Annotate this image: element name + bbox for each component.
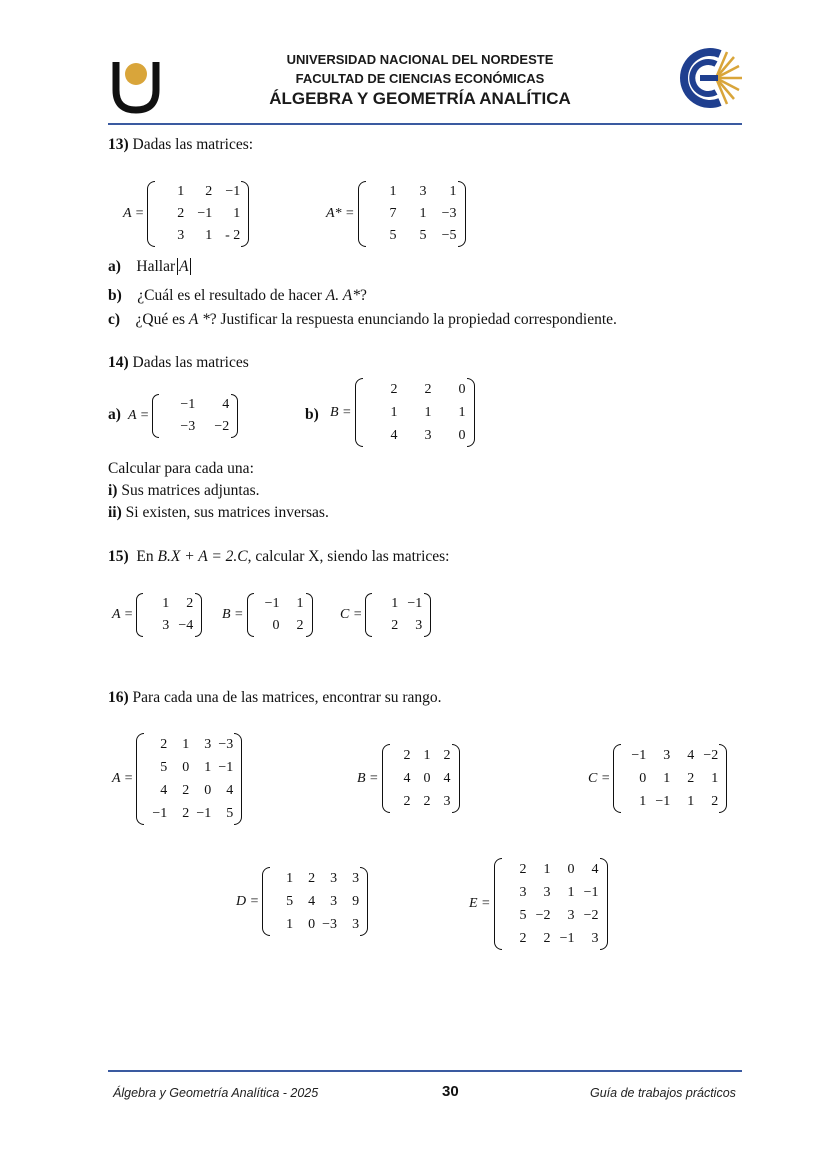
matrix-grid (364, 378, 466, 447)
footer-guide: Guía de trabajos prácticos (590, 1086, 736, 1100)
matrix-grid (374, 593, 422, 637)
matrix-cell: 3 (330, 871, 338, 886)
matrix-cell: 2 (177, 206, 185, 221)
matrix-cell: 7 (389, 206, 397, 221)
matrix-cell: −3 (180, 419, 196, 434)
header-rule (108, 123, 742, 125)
ex13-item-b: b) ¿Cuál es el resultado de hacer A. A*? (108, 287, 367, 304)
matrix-cell: 2 (519, 862, 527, 877)
matrix-cell: 4 (591, 862, 599, 877)
matrix-cell: 3 (591, 931, 599, 946)
logo-e-icon (692, 62, 718, 94)
matrix-grid (622, 744, 718, 813)
ex13-item-a: a) Hallar A (108, 258, 189, 275)
matrix-cell: −2 (703, 748, 719, 763)
matrix-cell: 1 (182, 737, 190, 752)
matrix-cell: 1 (711, 771, 719, 786)
ex15-matrix-a: A = 1 2 3 −4 (112, 593, 202, 637)
matrix-cell: 3 (162, 618, 170, 633)
ex13-matrix-a: A = 1 2 −1 2 −1 1 3 1 - 2 (123, 181, 249, 247)
matrix-cell: 4 (443, 771, 451, 786)
matrix-cell: 1 (389, 184, 397, 199)
matrix-cell: 2 (182, 783, 190, 798)
matrix-cell: 3 (204, 737, 212, 752)
matrix-cell: −2 (214, 419, 230, 434)
matrix-cell: 0 (567, 862, 575, 877)
matrix-cell: 3 (567, 908, 575, 923)
ex15-matrix-b: B = −1 1 0 2 (222, 593, 313, 637)
matrix-cell: 2 (296, 618, 304, 633)
matrix-cell: −1 (197, 206, 213, 221)
matrix-cell: 1 (204, 760, 212, 775)
matrix-cell: 3 (663, 748, 671, 763)
matrix-cell: 1 (296, 596, 304, 611)
matrix-grid (156, 181, 240, 247)
logo-rays-icon (716, 52, 742, 104)
matrix-cell: 3 (415, 618, 423, 633)
matrix-cell: 2 (390, 382, 398, 397)
matrix-cell: 0 (639, 771, 647, 786)
ex14-matrix-b: B = 2 2 0 1 1 1 4 3 0 (330, 378, 475, 447)
matrix-grid (271, 867, 359, 936)
matrix-cell: 3 (352, 917, 360, 932)
matrix-cell: 1 (687, 794, 695, 809)
matrix-grid (503, 858, 599, 950)
matrix-cell: −4 (178, 618, 194, 633)
matrix-cell: −3 (441, 206, 457, 221)
matrix-cell: −1 (655, 794, 671, 809)
matrix-cell: −1 (559, 931, 575, 946)
matrix-cell: 3 (424, 428, 432, 443)
ex16-matrix-c: C = −1 3 4 −2 0 1 2 1 1 −1 1 2 (588, 744, 727, 813)
matrix-cell: −1 (196, 806, 212, 821)
matrix-grid (391, 744, 451, 813)
matrix-grid (367, 181, 457, 247)
matrix-cell: 1 (390, 405, 398, 420)
matrix-cell: 2 (391, 618, 399, 633)
matrix-cell: −1 (180, 397, 196, 412)
ex16-matrix-d: D = 1 2 3 3 5 4 3 9 1 0 −3 3 (236, 867, 368, 936)
matrix-cell: 2 (160, 737, 168, 752)
matrix-cell: 3 (177, 228, 185, 243)
matrix-cell: 4 (160, 783, 168, 798)
matrix-cell: 9 (352, 894, 360, 909)
matrix-cell: 2 (687, 771, 695, 786)
matrix-cell: 2 (205, 184, 213, 199)
matrix-cell: 5 (519, 908, 527, 923)
matrix-cell: 1 (567, 885, 575, 900)
matrix-cell: −1 (218, 760, 234, 775)
faculty-name: FACULTAD DE CIENCIAS ECONÓMICAS (295, 71, 545, 86)
matrix-cell: 0 (182, 760, 190, 775)
matrix-cell: 3 (352, 871, 360, 886)
ex13-heading: 13) Dadas las matrices: (108, 136, 254, 153)
matrix-cell: −2 (535, 908, 551, 923)
matrix-cell: 1 (177, 184, 185, 199)
matrix-grid (256, 593, 304, 637)
matrix-cell: −1 (583, 885, 599, 900)
matrix-cell: 1 (449, 184, 457, 199)
matrix-cell: 2 (424, 382, 432, 397)
ex16-matrix-b: B = 2 1 2 4 0 4 2 2 3 (357, 744, 460, 813)
matrix-cell: 0 (308, 917, 316, 932)
ex14-item-ii: ii) Si existen, sus matrices inversas. (108, 504, 329, 521)
matrix-cell: 5 (286, 894, 294, 909)
matrix-cell: 4 (222, 397, 230, 412)
page-number: 30 (442, 1083, 459, 1100)
matrix-cell: 1 (286, 871, 294, 886)
matrix-cell: 1 (205, 228, 213, 243)
matrix-cell: 5 (389, 228, 397, 243)
matrix-cell: - 2 (225, 228, 241, 243)
ex14-heading: 14) Dadas las matrices (108, 354, 249, 371)
ex14-matrix-a: A = −1 4 −3 −2 (128, 394, 238, 438)
ex14-item-i: i) Sus matrices adjuntas. (108, 482, 260, 499)
matrix-grid (145, 593, 193, 637)
matrix-cell: 1 (458, 405, 466, 420)
matrix-cell: 1 (543, 862, 551, 877)
matrix-cell: 3 (519, 885, 527, 900)
matrix-cell: 2 (182, 806, 190, 821)
matrix-cell: 1 (424, 405, 432, 420)
matrix-cell: 1 (391, 596, 399, 611)
matrix-cell: 0 (458, 428, 466, 443)
matrix-cell: 2 (423, 794, 431, 809)
matrix-cell: 5 (226, 806, 234, 821)
matrix-cell: 2 (186, 596, 194, 611)
ex16-matrix-e: E = 2 1 0 4 3 3 1 −1 5 −2 3 −2 2 2 −1 3 (469, 858, 608, 950)
matrix-cell: −1 (407, 596, 423, 611)
matrix-cell: 1 (663, 771, 671, 786)
ex15-matrix-c: C = 1 −1 2 3 (340, 593, 431, 637)
logo-sun-icon (125, 63, 147, 85)
ex14-label-b: b) (305, 406, 319, 423)
course-title: ÁLGEBRA Y GEOMETRÍA ANALÍTICA (269, 89, 571, 108)
matrix-cell: 3 (543, 885, 551, 900)
ex14-label-a: a) (108, 406, 121, 423)
matrix-cell: −1 (264, 596, 280, 611)
matrix-cell: 2 (403, 748, 411, 763)
matrix-cell: 1 (233, 206, 241, 221)
matrix-cell: −5 (441, 228, 457, 243)
matrix-cell: 2 (308, 871, 316, 886)
matrix-cell: 0 (423, 771, 431, 786)
ex16-matrix-a: A = 2 1 3 −3 5 0 1 −1 4 2 0 4 −1 2 −1 5 (112, 733, 242, 825)
university-logo (112, 56, 160, 114)
matrix-cell: −1 (631, 748, 647, 763)
matrix-cell: 2 (443, 748, 451, 763)
matrix-cell: 4 (226, 783, 234, 798)
ex15-heading: 15) En B.X + A = 2.C, calcular X, siendo las matrices: (108, 548, 450, 565)
matrix-cell: 0 (272, 618, 280, 633)
matrix-cell: 5 (160, 760, 168, 775)
ex14-calc: Calcular para cada una: (108, 460, 254, 477)
ex13-item-c: c) ¿Qué es A *? Justificar la respuesta enunciando la propiedad correspondiente. (108, 311, 617, 328)
matrix-cell: 1 (419, 206, 427, 221)
matrix-grid (161, 394, 229, 438)
matrix-cell: 1 (286, 917, 294, 932)
matrix-cell: 4 (308, 894, 316, 909)
footer-course: Álgebra y Geometría Analítica - 2025 (113, 1086, 319, 1100)
university-name: UNIVERSIDAD NACIONAL DEL NORDESTE (286, 52, 554, 67)
ex16-heading: 16) Para cada una de las matrices, encontrar su rango. (108, 689, 442, 706)
matrix-cell: 0 (458, 382, 466, 397)
matrix-cell: 1 (639, 794, 647, 809)
matrix-cell: −1 (152, 806, 168, 821)
faculty-logo (676, 44, 744, 112)
matrix-cell: −2 (583, 908, 599, 923)
ex13-matrix-astar: A* = 1 3 1 7 1 −3 5 5 −5 (326, 181, 466, 247)
matrix-grid (145, 733, 233, 825)
matrix-cell: 1 (423, 748, 431, 763)
matrix-cell: −1 (225, 184, 241, 199)
matrix-cell: −3 (218, 737, 234, 752)
matrix-cell: 0 (204, 783, 212, 798)
matrix-cell: 2 (543, 931, 551, 946)
matrix-cell: 3 (330, 894, 338, 909)
matrix-cell: 2 (711, 794, 719, 809)
matrix-cell: 3 (419, 184, 427, 199)
matrix-cell: 4 (403, 771, 411, 786)
matrix-cell: 4 (390, 428, 398, 443)
matrix-cell: 2 (519, 931, 527, 946)
matrix-cell: −3 (322, 917, 338, 932)
matrix-cell: 3 (443, 794, 451, 809)
matrix-cell: 5 (419, 228, 427, 243)
matrix-cell: 4 (687, 748, 695, 763)
matrix-cell: 2 (403, 794, 411, 809)
matrix-cell: 1 (162, 596, 170, 611)
footer-rule (108, 1070, 742, 1072)
